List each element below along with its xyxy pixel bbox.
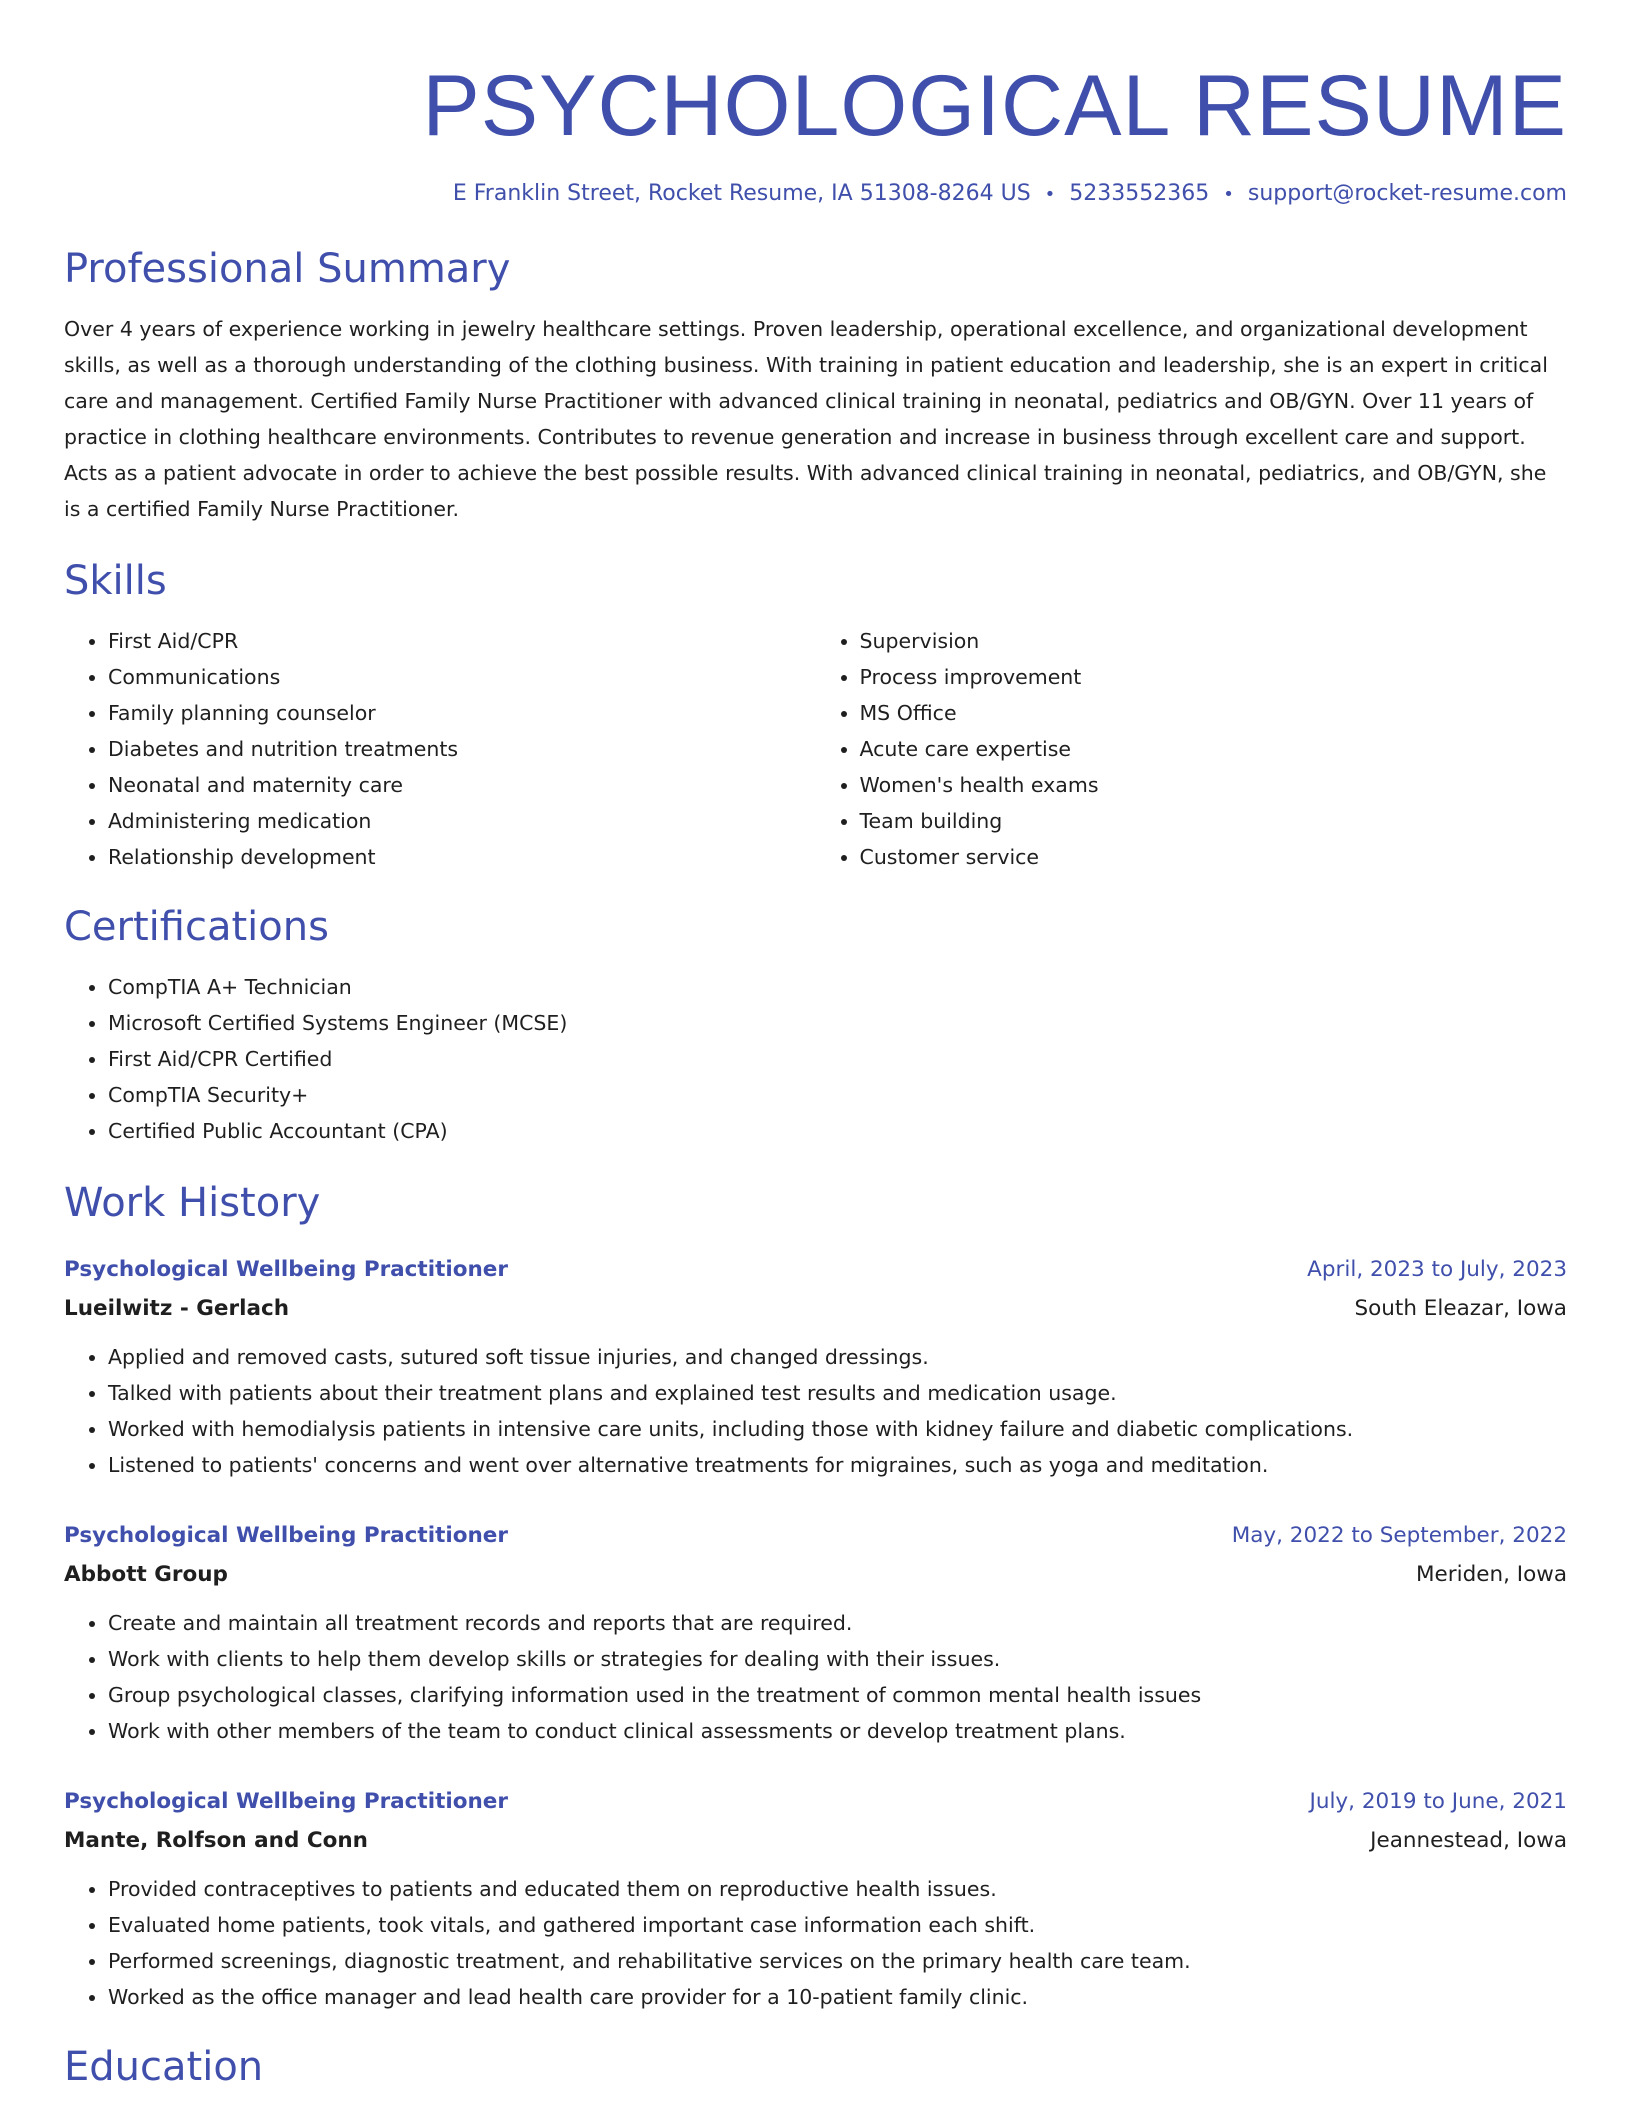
skills-heading: Skills — [64, 558, 167, 604]
skill-item: • Process improvement — [860, 659, 1568, 695]
contact-separator: • — [1223, 184, 1234, 205]
job-header — [64, 1251, 1567, 1289]
job-bullet: • Talked with patients about their treatment plans and explained test results and medication usage. — [108, 1375, 1567, 1411]
certification-item: • CompTIA Security+ — [108, 1077, 1567, 1113]
contact-phone[interactable]: 5233552365 — [1069, 181, 1210, 206]
job-location: Jeannestead, Iowa — [1370, 1828, 1567, 1853]
skill-item: • Administering medication — [108, 803, 816, 839]
contact-address: E Franklin Street, Rocket Resume, IA 51308-8264 US — [452, 181, 1031, 206]
job-bullet: • Create and maintain all treatment records and reports that are required. — [108, 1605, 1567, 1641]
job-location: South Eleazar, Iowa — [1354, 1296, 1567, 1321]
skills-list-left — [64, 623, 816, 875]
job-company: Lueilwitz - Gerlach — [64, 1296, 290, 1321]
job-header — [64, 1783, 1567, 1821]
job-dates: May, 2022 to September, 2022 — [1231, 1523, 1567, 1548]
job-bullet: • Worked as the office manager and lead health care provider for a 10-patient family clinic. — [108, 1979, 1567, 2015]
job-company: Abbott Group — [64, 1562, 228, 1587]
job-bullets — [64, 1871, 1567, 2015]
job-bullet: • Listened to patients' concerns and went over alternative treatments for migraines, such as yoga and meditation. — [108, 1447, 1567, 1483]
job-entry — [64, 1783, 1567, 2015]
job-bullets — [64, 1339, 1567, 1483]
skill-item: • Diabetes and nutrition treatments — [108, 731, 816, 767]
job-company: Mante, Rolfson and Conn — [64, 1828, 368, 1853]
certification-item: • Certified Public Accountant (CPA) — [108, 1113, 1567, 1149]
skill-item: • First Aid/CPR — [108, 623, 816, 659]
job-bullet: • Applied and removed casts, sutured soft tissue injuries, and changed dressings. — [108, 1339, 1567, 1375]
skill-item: • Acute care expertise — [860, 731, 1568, 767]
certifications-heading: Certifications — [64, 904, 329, 950]
work-history-heading: Work History — [64, 1180, 321, 1226]
skill-item: • Neonatal and maternity care — [108, 767, 816, 803]
contact-email[interactable]: support@rocket-resume.com — [1247, 181, 1567, 206]
job-subheader — [64, 1821, 1567, 1861]
skill-item: • Customer service — [860, 839, 1568, 875]
summary-text: Over 4 years of experience working in jewelry healthcare settings. Proven leadership, operational excellence, and organizational development skills, as well as a thorough understanding of the clothing business. With training in patient education and leadership, she is an expert in critical care and management. Certified Family Nurse Practitioner with advanced clinical training in neonatal, pediatrics and OB/GYN. Over 11 years of practice in clothing healthcare environments. Contributes to revenue generation and increase in business through excellent care and support. Acts as a patient advocate in order to achieve the best possible results. With advanced clinical training in neonatal, pediatrics, and OB/GYN, she is a certified Family Nurse Practitioner. — [64, 317, 1548, 521]
resume-name: PSYCHOLOGICAL RESUME — [422, 58, 1567, 154]
skill-item: • Family planning counselor — [108, 695, 816, 731]
job-location: Meriden, Iowa — [1415, 1562, 1567, 1587]
contact-separator: • — [1044, 184, 1056, 205]
job-bullets — [64, 1605, 1567, 1749]
job-dates: July, 2019 to June, 2021 — [1309, 1789, 1567, 1814]
resume-page — [64, 0, 1567, 2093]
skills-columns — [64, 623, 1567, 875]
education-heading: Education — [64, 2044, 264, 2090]
job-entry — [64, 1517, 1567, 1749]
job-subheader — [64, 1555, 1567, 1595]
job-title: Psychological Wellbeing Practitioner — [64, 1789, 508, 1814]
skill-item: • Relationship development — [108, 839, 816, 875]
summary-heading: Professional Summary — [64, 246, 511, 292]
job-bullet: • Work with other members of the team to conduct clinical assessments or develop treatment plans. — [108, 1713, 1567, 1749]
job-bullet: • Evaluated home patients, took vitals, and gathered important case information each shift. — [108, 1907, 1567, 1943]
job-bullet: • Performed screenings, diagnostic treatment, and rehabilitative services on the primary health care team. — [108, 1943, 1567, 1979]
skill-item: • Team building — [860, 803, 1568, 839]
certification-item: • First Aid/CPR Certified — [108, 1041, 1567, 1077]
job-title: Psychological Wellbeing Practitioner — [64, 1257, 508, 1282]
job-subheader — [64, 1289, 1567, 1329]
skill-item: • Supervision — [860, 623, 1568, 659]
skill-item: • Communications — [108, 659, 816, 695]
job-entry — [64, 1251, 1567, 1483]
job-header — [64, 1517, 1567, 1555]
job-bullet: • Worked with hemodialysis patients in intensive care units, including those with kidney failure and diabetic complications. — [108, 1411, 1567, 1447]
certification-item: • CompTIA A+ Technician — [108, 969, 1567, 1005]
job-title: Psychological Wellbeing Practitioner — [64, 1523, 508, 1548]
job-bullet: • Provided contraceptives to patients and educated them on reproductive health issues. — [108, 1871, 1567, 1907]
job-bullet: • Work with clients to help them develop skills or strategies for dealing with their issues. — [108, 1641, 1567, 1677]
skill-item: • MS Office — [860, 695, 1568, 731]
skills-list-right — [816, 623, 1568, 875]
skill-item: • Women's health exams — [860, 767, 1568, 803]
certification-item: • Microsoft Certified Systems Engineer (MCSE) — [108, 1005, 1567, 1041]
job-dates: April, 2023 to July, 2023 — [1307, 1257, 1567, 1282]
certifications-list — [64, 969, 1567, 1149]
job-bullet: • Group psychological classes, clarifying information used in the treatment of common mental health issues — [108, 1677, 1567, 1713]
contact-line — [64, 178, 1567, 211]
